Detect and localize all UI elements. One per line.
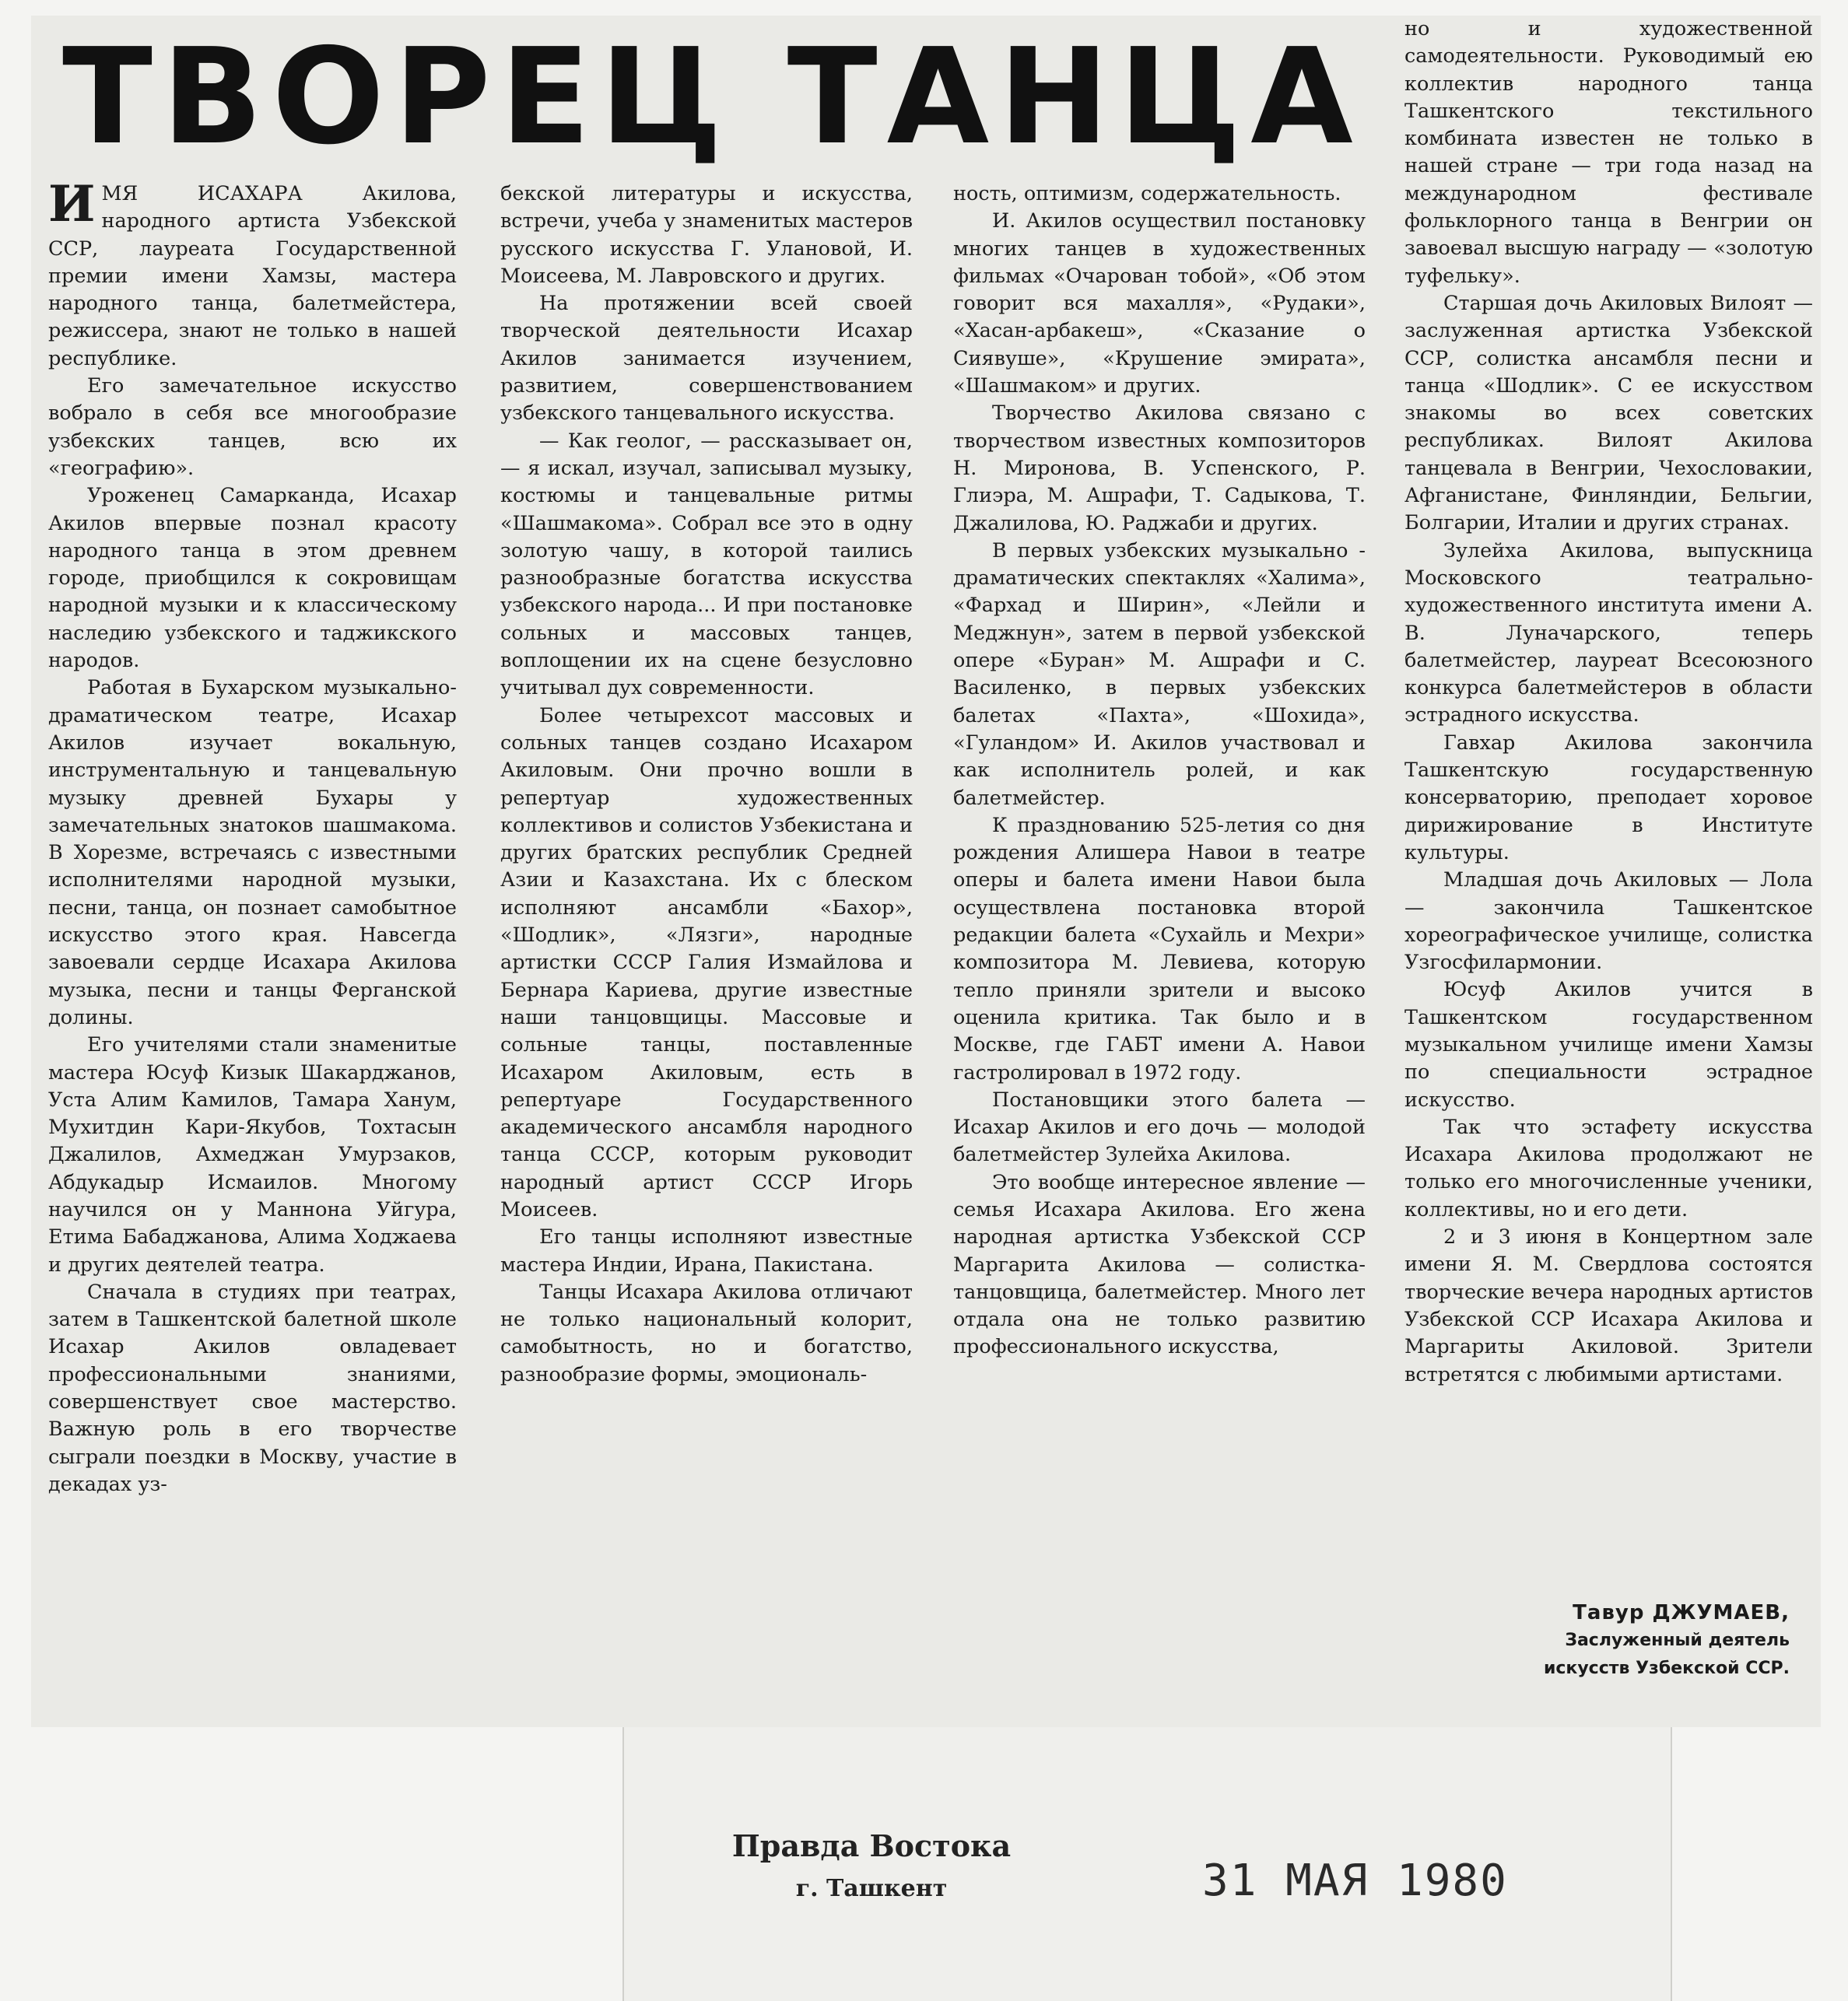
newspaper-city: г. Ташкент: [795, 1875, 948, 1902]
article-paragraph: Более четырехсот массовых и сольных танцев создано Исахаром Акиловым. Они прочно вошли в репертуар художественных коллективов и солистов Узбекистана и других братских республик Средней Азии и Казахстана. Их с блеском исполняют ансамбли «Бахор», «Шодлик», «Лязги», народные артистки СССР Галия Измайлова и Бернара Кариева, другие известные наши танцовщицы. Массовые и сольные танцы, поставленные Исахаром Акиловым, есть в репертуаре Государственного академического ансамбля народного танца СССР, которым руководит народный артист СССР Игорь Моисеев.: [500, 703, 913, 1221]
article-paragraph: Старшая дочь Акиловых Вилоят — заслуженная артистка Узбекской ССР, солистка ансамбля песни и танца «Шодлик». С ее искусством знакомы во всех советских республиках. Вилоят Акилова танцевала в Венгрии, Чехословакии, Афганистане, Финляндии, Бельгии, Болгарии, Италии и других странах.: [1404, 291, 1813, 535]
article-paragraph: И. Акилов осуществил постановку многих танцев в художественных фильмах «Очарован тобой», «Об этом говорит вся махалля», «Рудаки», «Хасан-арбакеш», «Сказание о Сиявуше», «Крушение эмирата», «Шашмаком» и других.: [953, 209, 1366, 398]
article-paragraph: Постановщики этого балета — Исахар Акилов и его дочь — молодой балетмейстер Зулейха Акилова.: [953, 1088, 1366, 1167]
article-paragraph: К празднованию 525-летия со дня рождения Алишера Навои в театре оперы и балета имени Навои была осуществлена постановка второй редакции балета «Сухайль и Мехри» композитора М. Левиева, которую тепло приняли зрители и высоко оценила критика. Так было и в Москве, где ГАБТ имени А. Навои гастролировал в 1972 году.: [953, 813, 1366, 1085]
article-paragraph: Уроженец Самарканда, Исахар Акилов впервые познал красоту народного танца в этом древнем городе, приобщился к сокровищам народной музыки и к классическому наследию узбекского и таджикского народов.: [48, 484, 457, 673]
article-paragraph: Зулейха Акилова, выпускница Московского театрально-художественного института имени А. В. Луначарского, теперь балетмейстер, лауреат Всесоюзного конкурса балетмейстеров в области эстрадного искусства.: [1404, 538, 1813, 727]
source-label-slip: [622, 1727, 1672, 2001]
article-paragraph: Творчество Акилова связано с творчеством известных композиторов Н. Миронова, В. Успенского, Р. Глиэра, М. Ашрафи, Т. Садыкова, Т. Джалилова, Ю. Раджаби и других.: [953, 401, 1366, 535]
article-paragraph: Сначала в студиях при театрах, затем в Ташкентской балетной школе Исахар Акилов овладевает профессиональными знаниями, совершенствует свое мастерство. Важную роль в его творчестве сыграли поездки в Москву, участие в декадах уз-: [48, 1280, 457, 1496]
article-column-3: [953, 180, 1366, 1705]
article-paragraph: ИМЯ ИСАХАРА Акилова, народного артиста Узбекской ССР, лауреата Государственной премии имени Хамзы, мастера народного танца, балетмейстера, режиссера, знают не только в нашей республике.: [48, 180, 457, 370]
article-paragraph: ность, оптимизм, содержательность.: [953, 182, 1341, 205]
article-paragraph: — Как геолог, — рассказывает он, — я искал, изучал, записывал музыку, костюмы и танцевальные ритмы «Шашмакома». Собрал все это в одну золотую чашу, в которой таились разнообразные богатства искусства узбекского народа... И при постановке сольных и массовых танцев, воплощении их на сцене безусловно учитывал дух современности.: [500, 429, 913, 700]
article-column-4: [1404, 16, 1813, 1595]
article-paragraph: Его учителями стали знаменитые мастера Юсуф Кизык Шакарджанов, Уста Алим Камилов, Тамара Ханум, Мухитдин Кари-Якубов, Тохтасын Джалилов, Ахмеджан Умурзаков, Абдукадыр Исмаилов. Многому научился он у Маннона Уйгура, Етима Бабаджанова, Алима Ходжаева и других деятелей театра.: [48, 1033, 457, 1277]
article-paragraph: 2 и 3 июня в Концертном зале имени Я. М. Свердлова состоятся творческие вечера народных артистов Узбекской ССР Исахара Акилова и Маргариты Акиловой. Зрители встретятся с любимыми артистами.: [1404, 1225, 1813, 1386]
author-title-line-2: искусств Узбекской ССР.: [1543, 1659, 1790, 1678]
article-paragraph: Его замечательное искусство вобрало в себя все многообразие узбекских танцев, всю их «географию».: [48, 374, 457, 480]
author-title-line-1: Заслуженный деятель: [1565, 1631, 1790, 1650]
author-name: Тавур ДЖУМАЕВ,: [1573, 1601, 1790, 1624]
date-stamp: 31 МАЯ 1980: [1202, 1856, 1508, 1906]
article-paragraph: В первых узбекских музыкально - драматических спектаклях «Халима», «Фархад и Ширин», «Лейли и Меджнун», затем в первой узбекской опере «Буран» М. Ашрафи и С. Василенко, в первых узбекских балетах «Пахта», «Шохида», «Гуландом» И. Акилов участвовал и как исполнитель ролей, и как балетмейстер.: [953, 538, 1366, 810]
article-paragraph: Так что эстафету искусства Исахара Акилова продолжают не только его многочисленные ученики, коллективы, но и его дети.: [1404, 1115, 1813, 1221]
article-paragraph: Его танцы исполняют известные мастера Индии, Ирана, Пакистана.: [500, 1225, 913, 1277]
article-column-2: [500, 180, 913, 1705]
article-paragraph: бекской литературы и искусства, встречи, учеба у знаменитых мастеров русского искусства Г. Улановой, И. Моисеева, М. Лавровского и других.: [500, 182, 913, 288]
article-paragraph: Это вообще интересное явление — семья Исахара Акилова. Его жена народная артистка Узбекской ССР Маргарита Акилова — солистка-танцовщица, балетмейстер. Много лет отдала она не только развитию профессионального искусства,: [953, 1170, 1366, 1359]
newspaper-name: Правда Востока: [731, 1828, 1012, 1863]
article-paragraph: На протяжении всей своей творческой деятельности Исахар Акилов занимается изучением, развитием, совершенствованием узбекского танцевального искусства.: [500, 292, 913, 426]
article-paragraph: но и художественной самодеятельности. Руководимый ею коллектив народного танца Ташкентского текстильного комбината известен не только в нашей стране — три года назад на международном фестивале фольклорного танца в Венгрии он завоевал высшую награду — «золотую туфельку».: [1404, 17, 1813, 288]
article-paragraph: Гавхар Акилова закончила Ташкентскую государственную консерваторию, преподает хоровое дирижирование в Институте культуры.: [1404, 731, 1813, 864]
article-title: ТВОРЕЦ ТАНЦА: [62, 20, 1362, 174]
drop-cap: И: [48, 180, 96, 233]
article-paragraph: Младшая дочь Акиловых — Лола — закончила Ташкентское хореографическое училище, солистка Узгосфилармонии.: [1404, 868, 1813, 975]
author-signature: [1447, 1601, 1790, 1680]
article-paragraph: Танцы Исахара Акилова отличают не только национальный колорит, самобытность, но и богатство, разнообразие формы, эмоциональ-: [500, 1280, 913, 1386]
article-column-1: [48, 180, 457, 1705]
article-paragraph: Юсуф Акилов учится в Ташкентском государственном музыкальном училище имени Хамзы по специальности эстрадное искусство.: [1404, 978, 1813, 1112]
article-paragraph: Работая в Бухарском музыкально-драматическом театре, Исахар Акилов изучает вокальную, инструментальную и танцевальную музыку древней Бухары у замечательных знатоков шашмакома. В Хорезме, встречаясь с известными исполнителями народной музыки, песни, танца, он познает самобытное искусство этого края. Навсегда завоевали сердце Исахара Акилова музыка, песни и танцы Ферганской долины.: [48, 676, 457, 1029]
